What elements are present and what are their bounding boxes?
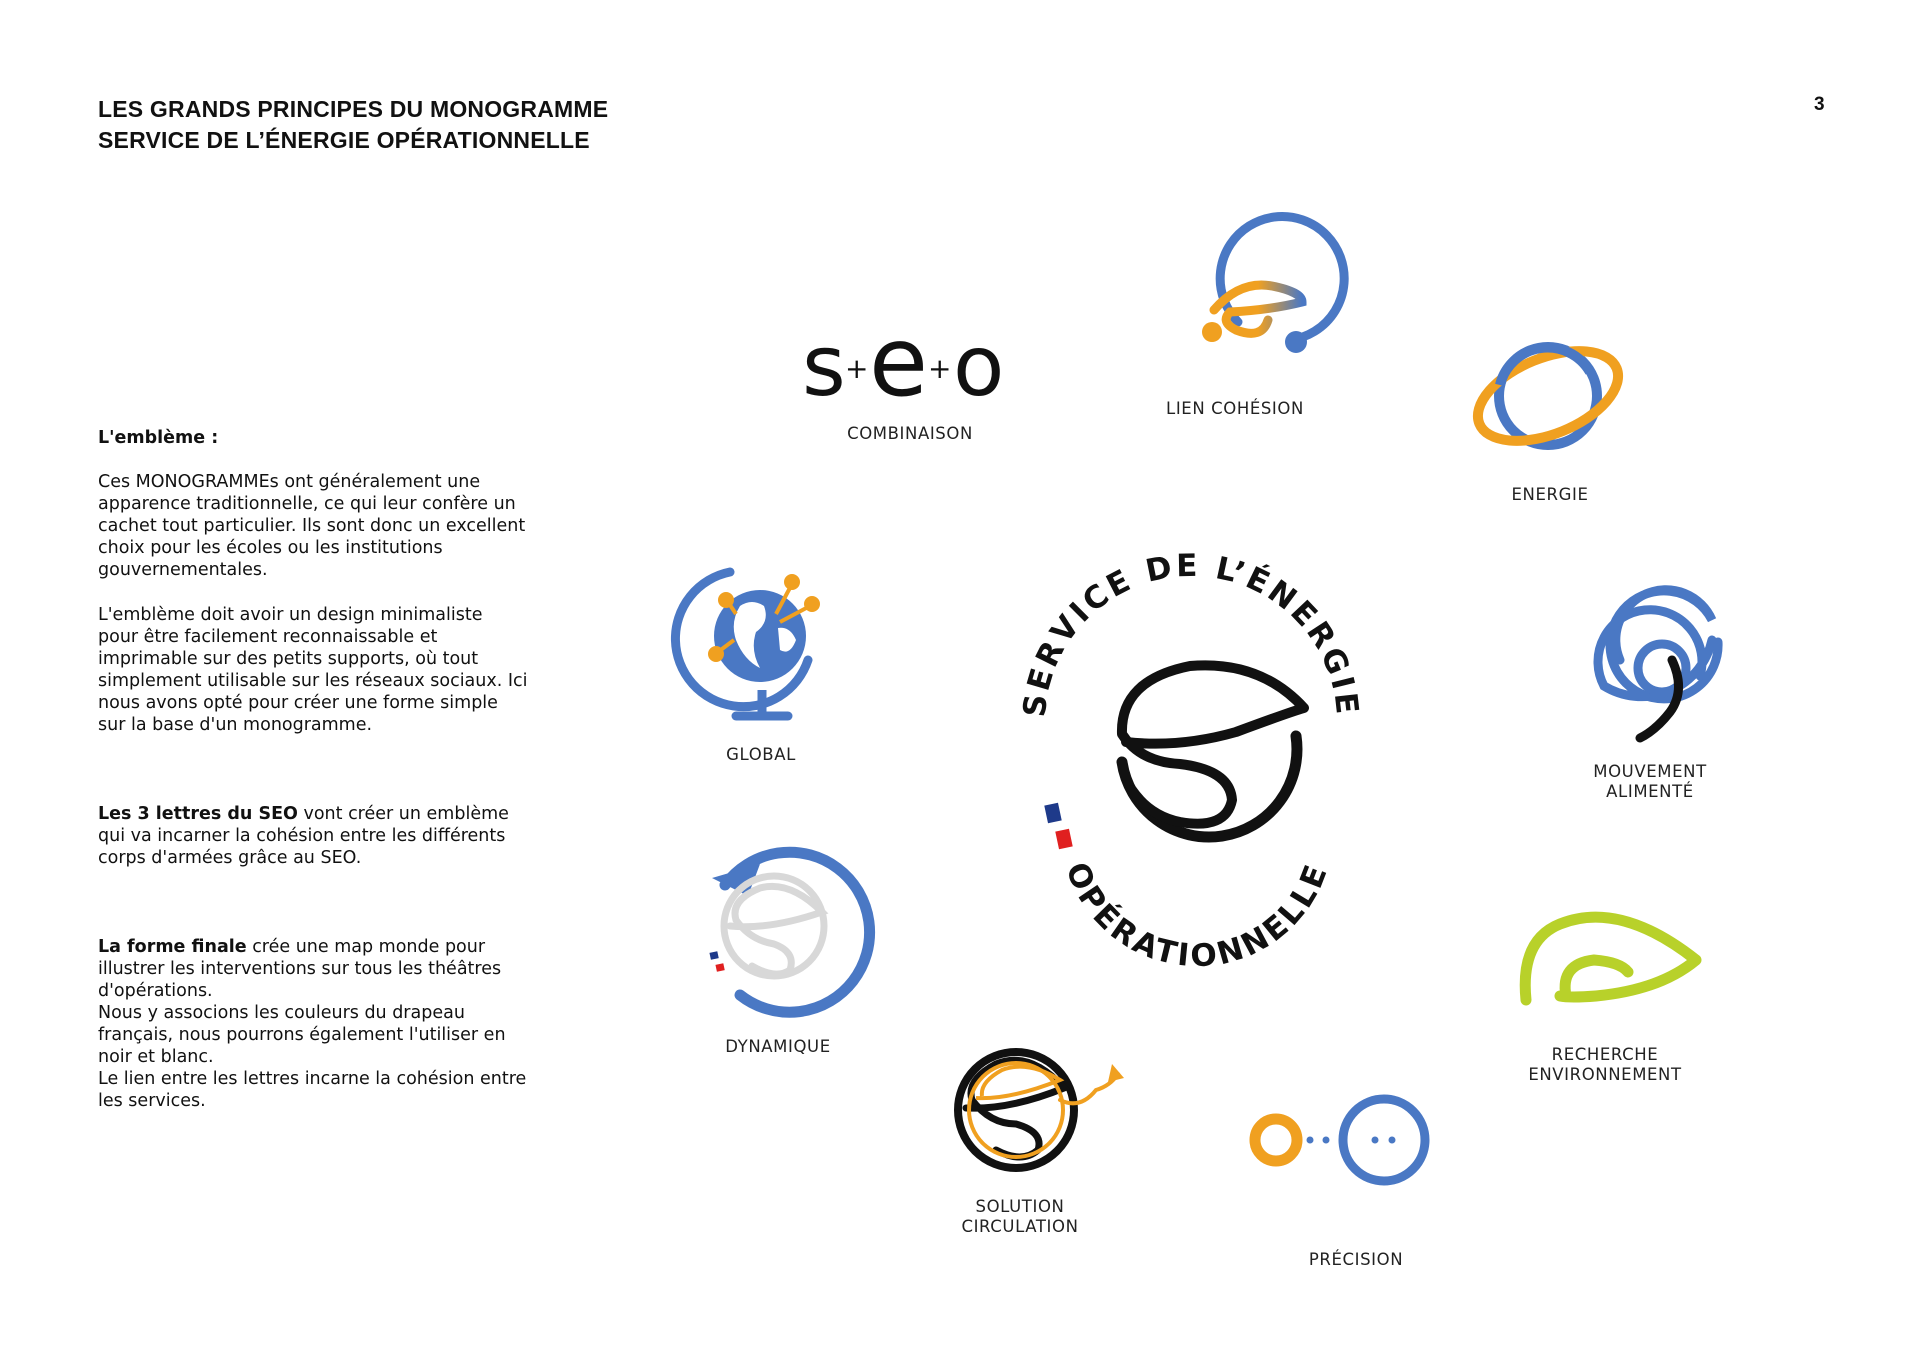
lien-cohesion-icon — [1202, 216, 1344, 353]
central-emblem — [1017, 548, 1366, 975]
caption-solution-line-1: SOLUTION — [975, 1197, 1065, 1216]
paragraph-3-bold: Les 3 lettres du SEO — [98, 804, 298, 824]
paragraph-5: Nous y associons les couleurs du drapeau français, nous pourrons également l'utiliser en noir et blanc. — [98, 1003, 506, 1067]
title-line-2: SERVICE DE L’ÉNERGIE OPÉRATIONNELLE — [98, 127, 590, 153]
caption-energie: ENERGIE — [1511, 485, 1589, 504]
paragraph-6: Le lien entre les lettres incarne la cohésion entre les services. — [98, 1069, 527, 1111]
caption-lien-cohesion: LIEN COHÉSION — [1166, 399, 1304, 418]
caption-recherche-line-1: RECHERCHE — [1551, 1045, 1659, 1064]
mouvement-alimente-icon — [1598, 590, 1718, 738]
dynamique-icon — [709, 852, 869, 1012]
paragraph-1: Ces MONOGRAMMEs ont généralement une apparence traditionnelle, ce qui leur confère un cachet tout particulier. Ils sont donc un excellent choix pour les écoles ou les institutions gouvernementales. — [98, 472, 526, 580]
paragraph-3-rest: vont créer un emblème qui va incarner la cohésion entre les différents corps d'armées grâce au SEO. — [98, 804, 509, 868]
caption-mouvement-alimente — [1530, 762, 1770, 802]
caption-mouvement-line-2: ALIMENTÉ — [1606, 782, 1694, 801]
emblem-top-text: SERVICE DE L’ÉNERGIE — [1016, 547, 1366, 719]
caption-solution-line-2: CIRCULATION — [961, 1217, 1079, 1236]
flag-red — [1055, 829, 1072, 850]
caption-dynamique: DYNAMIQUE — [725, 1037, 831, 1056]
title-line-1: LES GRANDS PRINCIPES DU MONOGRAMME — [98, 96, 609, 122]
global-icon — [675, 572, 818, 716]
caption-combinaison: COMBINAISON — [847, 424, 973, 443]
seo-plus-2: + — [928, 352, 952, 385]
caption-recherche-environnement — [1485, 1045, 1725, 1085]
seo-plus-1: + — [845, 352, 869, 385]
recherche-environnement-icon — [1525, 917, 1696, 1000]
caption-global: GLOBAL — [726, 745, 796, 764]
seo-letter-o: o — [953, 317, 1005, 415]
page-number: 3 — [1814, 94, 1825, 115]
paragraph-4-bold: La forme finale — [98, 937, 247, 957]
paragraph-4-rest: crée une map monde pour illustrer les interventions sur tous les théâtres d'opérations. — [98, 937, 502, 1001]
precision-icon — [1255, 1099, 1425, 1181]
flag-blue — [1044, 803, 1061, 824]
energie-icon — [1465, 333, 1631, 459]
seo-combinaison-mark — [802, 306, 1004, 418]
emblem-bottom-text: OPÉRATIONNELLE — [1058, 857, 1336, 975]
caption-mouvement-line-1: MOUVEMENT — [1593, 762, 1707, 781]
caption-precision: PRÉCISION — [1308, 1250, 1404, 1269]
caption-solution-circulation — [900, 1197, 1140, 1237]
emblem-heading: L'emblème : — [98, 428, 219, 448]
caption-recherche-line-2: ENVIRONNEMENT — [1528, 1065, 1682, 1084]
seo-letter-s: s — [802, 317, 846, 415]
solution-circulation-icon — [958, 1052, 1124, 1168]
paragraph-2: L'emblème doit avoir un design minimaliste pour être facilement reconnaissable et imprimable sur des petits supports, où tout simplement utilisable sur les réseaux sociaux. Ici nous avons opté pour créer une forme simple sur la base d'un monogramme. — [98, 605, 528, 735]
seo-letter-e: e — [869, 306, 929, 418]
